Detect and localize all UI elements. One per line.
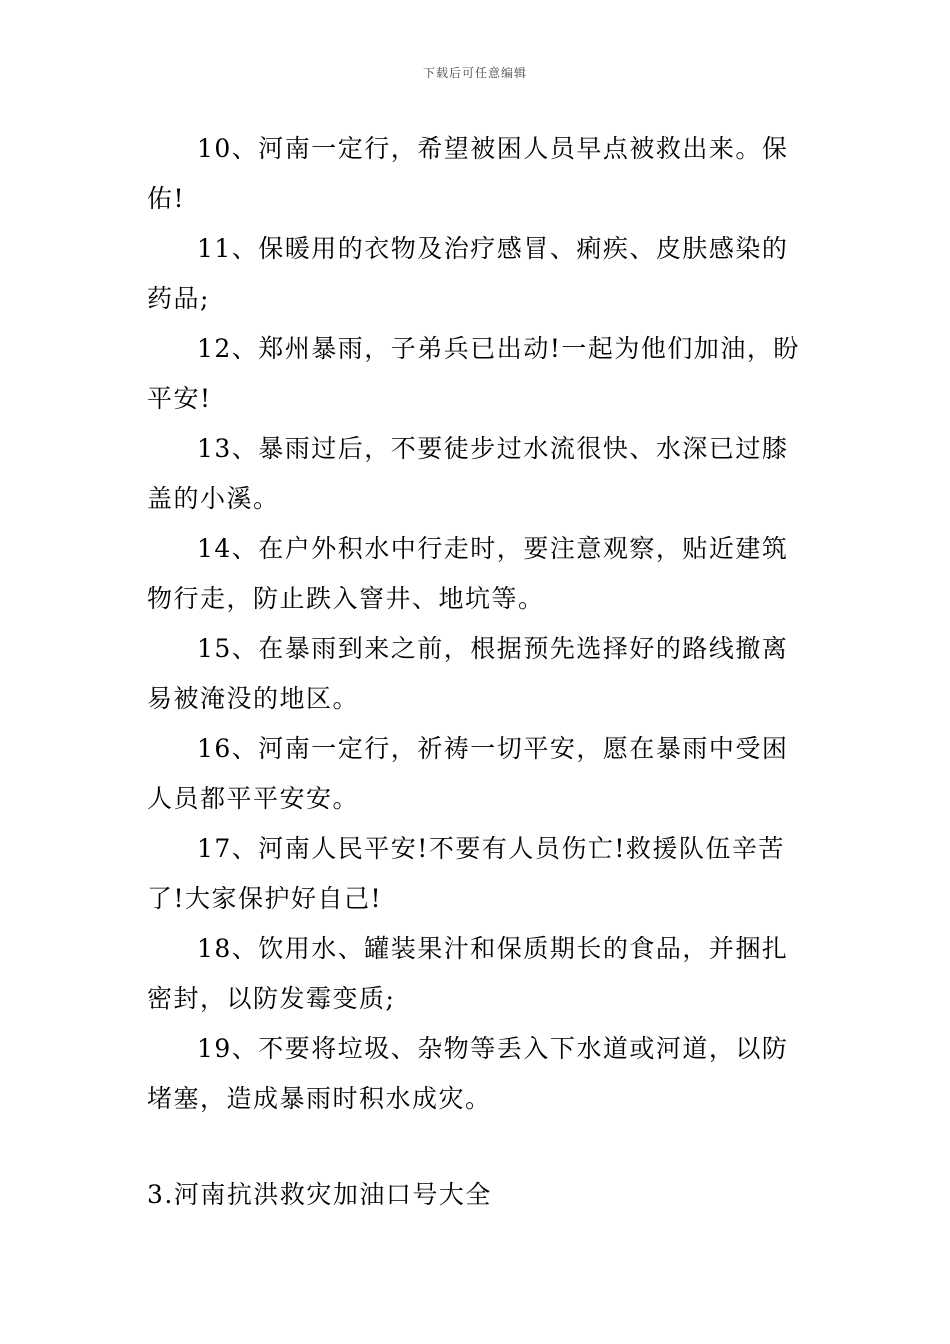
slogan-paragraph: 10、河南一定行，希望被困人员早点被救出来。保佑! bbox=[147, 134, 789, 213]
slogan-paragraph: 12、郑州暴雨，子弟兵已出动!一起为他们加油，盼平安! bbox=[147, 334, 800, 413]
slogan-paragraph: 15、在暴雨到来之前，根据预先选择好的路线撤离易被淹没的地区。 bbox=[147, 634, 789, 713]
slogan-paragraph: 11、保暖用的衣物及治疗感冒、痢疾、皮肤感染的药品; bbox=[147, 234, 789, 313]
slogan-paragraph: 19、不要将垃圾、杂物等丢入下水道或河道，以防堵塞，造成暴雨时积水成灾。 bbox=[147, 1034, 789, 1113]
slogan-paragraph: 14、在户外积水中行走时，要注意观察，贴近建筑物行走，防止跌入窨井、地坑等。 bbox=[147, 534, 789, 613]
slogan-paragraph: 17、河南人民平安!不要有人员伤亡!救援队伍辛苦了!大家保护好自己! bbox=[147, 834, 785, 913]
page-header: 下载后可任意编辑 bbox=[422, 66, 527, 80]
slogan-paragraph: 18、饮用水、罐装果汁和保质期长的食品，并捆扎密封，以防发霉变质; bbox=[147, 934, 789, 1013]
section-title: 3.河南抗洪救灾加油口号大全 bbox=[147, 1180, 492, 1209]
document-body bbox=[147, 124, 810, 1124]
slogan-paragraph: 13、暴雨过后，不要徒步过水流很快、水深已过膝盖的小溪。 bbox=[147, 434, 789, 513]
slogan-paragraph: 16、河南一定行，祈祷一切平安，愿在暴雨中受困人员都平平安安。 bbox=[147, 734, 789, 813]
